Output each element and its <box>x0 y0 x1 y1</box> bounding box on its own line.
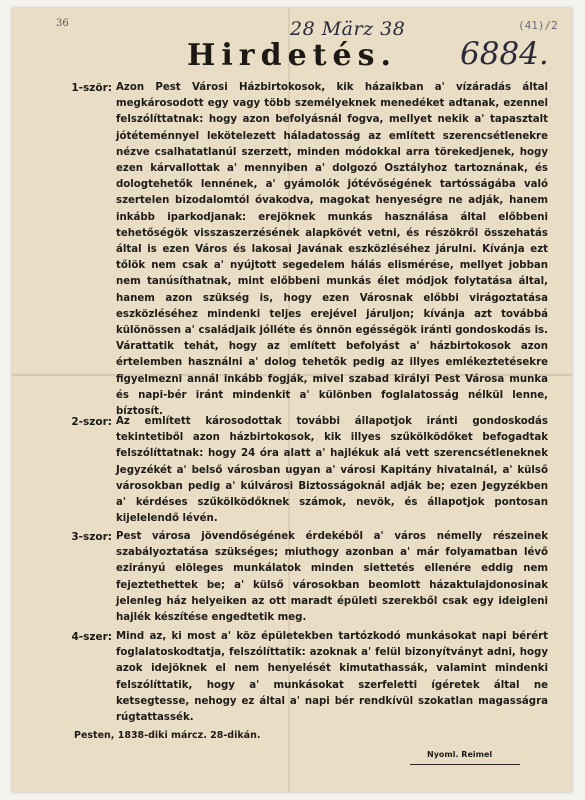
document-title: Hirdetés. <box>187 38 397 73</box>
imprint-rule <box>410 764 520 765</box>
section-text: Az említett károsodottak további állapotjok iránti gondoskodás tekintetiből azon házbirtokosok, kik illyes szűkölködőket befogadtak felszólíttatnak: hogy 24 óra alatt a' hajlékuk alá vett szerencsétleneknek Jegyzékét a' belső városban ugyan a' városi Kapitány hivatalnál, a' külső városokban pedig a' kúlvárosi Biztosságoknál adják be; ezen Jegyzékben a' kérdéses szűkölködőknek számok, nevök, és állapotjok pontosan kijelelendő lévén. <box>116 416 548 525</box>
corner-mark-right: (41)/2 <box>518 19 558 32</box>
poster-sheet <box>12 8 572 792</box>
section-label: 1-ször: <box>71 82 112 94</box>
section-text: Mind az, ki most a' köz épületekben tartózkodó munkásokat napi bérért foglalatoskodtatja, felszólíttatik: azoknak a' felül bizonyítványt adni, hogy azok idejöknek el nem henyelését kimutathassák, valamint mindenki felszólíttatik, hogy a' munkásokat szerfeletti ígéretek által ne ketsegtesse, nehogy ez által a' napi bér rendkívül szokatlan magasságra rúgtattassék. <box>116 631 548 724</box>
section-label: 2-szor: <box>71 416 112 428</box>
handwritten-date: 28 März 38 <box>290 18 406 40</box>
printer-imprint: Nyoml. Reimel <box>427 750 493 759</box>
handwritten-inventory-number: 6884. <box>460 36 549 72</box>
section-3 <box>12 529 572 626</box>
section-text: Pest városa jövendőségének érdekéből a' város némelly részeinek szabályoztatása szükséges; miuthogy azonban a' már folyamatban lévő ezirányú elöleges munkálatok minden siettetés ellenére eddig nem fejeztethettek be; a' külső városokban beomlott házaktulajdonosinak jelenleg ház helyeiken az ott maradt épületi szerekből csak egy ideigleni hajlék készítése engedtetik meg. <box>116 531 548 624</box>
section-label: 4-szer: <box>71 631 112 643</box>
corner-mark-left: 36 <box>56 18 69 29</box>
section-label: 3-szor: <box>71 531 112 543</box>
section-text: Azon Pest Városi Házbirtokosok, kik házaikban a' vízáradás által megkárosodott egy vagy több személyeknek menedéket adtanak, ezennel felszólíttatnak: hogy azon befolyásnál fogva, mellyet nekik a' tapasztalt jótéteménnyel lekötelezett háladatosság az említett szerencsétlenekre nézve csalhatatlanúl szerzett, minden módokkal arra törekedjenek, hogy ezen kárvallottak a' mennyiben a' dolgozó Osztályhoz tartoznának, és dologtehetők lennének, a' gyámolók jótévőségének tartósságába való szertelen bizodalomtól óvakodva, magokat henyeségre ne adják, hanem inkább iparkodjanak: erejöknek munkás használása által előbbeni tehetőségök visszaszerzésének alapkövét vetni, és részökről összehatás által is ezen Város és lakosai Javának eszközléséhez járulni. Kívánja ezt tőlök nem csak a' nyújtott segedelem hálás elismérése, mellyet jobban nem tanúsíthatnak, mint előbbeni munkás élet módjok folytatása által, hanem azon szükség is, hogy ezen Városnak előbbi virágoztatása eszközléséhez mindenki teljes erejével járuljon; kívánja azt továbbá különössen a' családjaik jólléte és önnön egésségök iránti gondoskodás is. Várattatik tehát, hogy az említett befolyást a' házbirtokosok azon értelemben használni a' dolog tehetők pedig az illyes emlékeztetésekre figyelmezni annál inkább fogják, mivel szabad királyi Pest Városa munka és napi-bér iránt mindenkit a' különben foglalatosság nélkül lenne, bíztosít. <box>116 82 548 418</box>
section-2 <box>12 414 572 527</box>
section-1 <box>12 80 572 420</box>
section-4 <box>12 629 572 726</box>
place-date-line: Pesten, 1838-diki márcz. 28-dikán. <box>74 730 261 741</box>
